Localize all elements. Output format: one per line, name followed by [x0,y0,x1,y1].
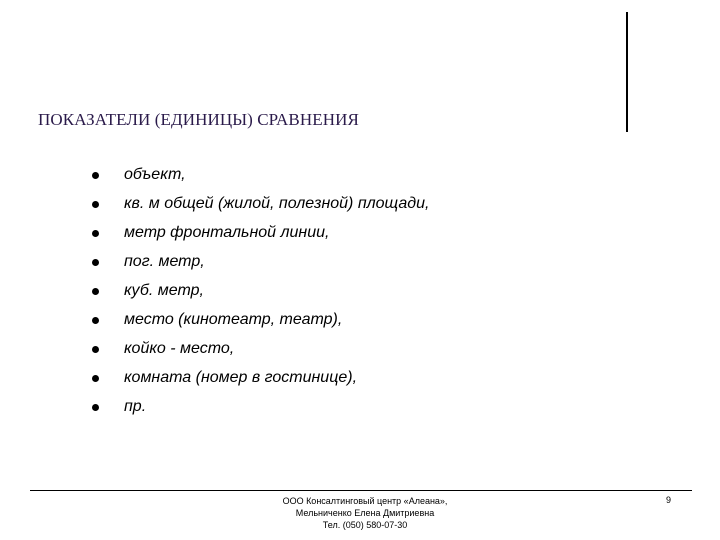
bullet-icon [92,346,99,353]
vertical-divider-line [626,12,628,132]
footer-author: Мельниченко Елена Дмитриевна [295,508,435,518]
list-item [0,305,720,334]
list-item [0,335,720,364]
list-item [0,218,720,247]
list-item [0,393,720,422]
footer-contact [230,495,500,531]
bullet-icon [92,288,99,295]
bullet-icon [92,317,99,324]
list-item-text: пог. метр, [124,252,205,270]
footer-phone: Тел. (050) 580-07-30 [322,520,408,530]
list-item-text: место (кинотеатр, театр), [124,311,343,329]
bullet-icon [92,404,99,411]
list-item-text: кв. м общей (жилой, полезной) площади, [124,194,430,212]
footer-company: ООО Консалтинговый центр «Алеана», [282,496,448,506]
list-item [0,276,720,305]
list-item-text: койко - место, [124,340,235,358]
slide-title: ПОКАЗАТЕЛИ (ЕДИНИЦЫ) СРАВНЕНИЯ [38,110,359,129]
list-item-text: пр. [124,398,147,416]
bullet-icon [92,259,99,266]
list-item-text: объект, [124,165,186,183]
footer-divider [30,490,692,491]
bullet-icon [92,230,99,237]
list-item [0,364,720,393]
list-item [0,189,720,218]
bullet-icon [92,201,99,208]
list-item-text: комната (номер в гостинице), [124,369,358,387]
list-item-text: куб. метр, [124,281,204,299]
list-item [0,160,720,189]
bullet-icon [92,172,99,179]
units-list [0,160,720,422]
list-item [0,247,720,276]
page-number: 9 [666,495,672,505]
list-item-text: метр фронтальной линии, [124,223,330,241]
bullet-icon [92,375,99,382]
